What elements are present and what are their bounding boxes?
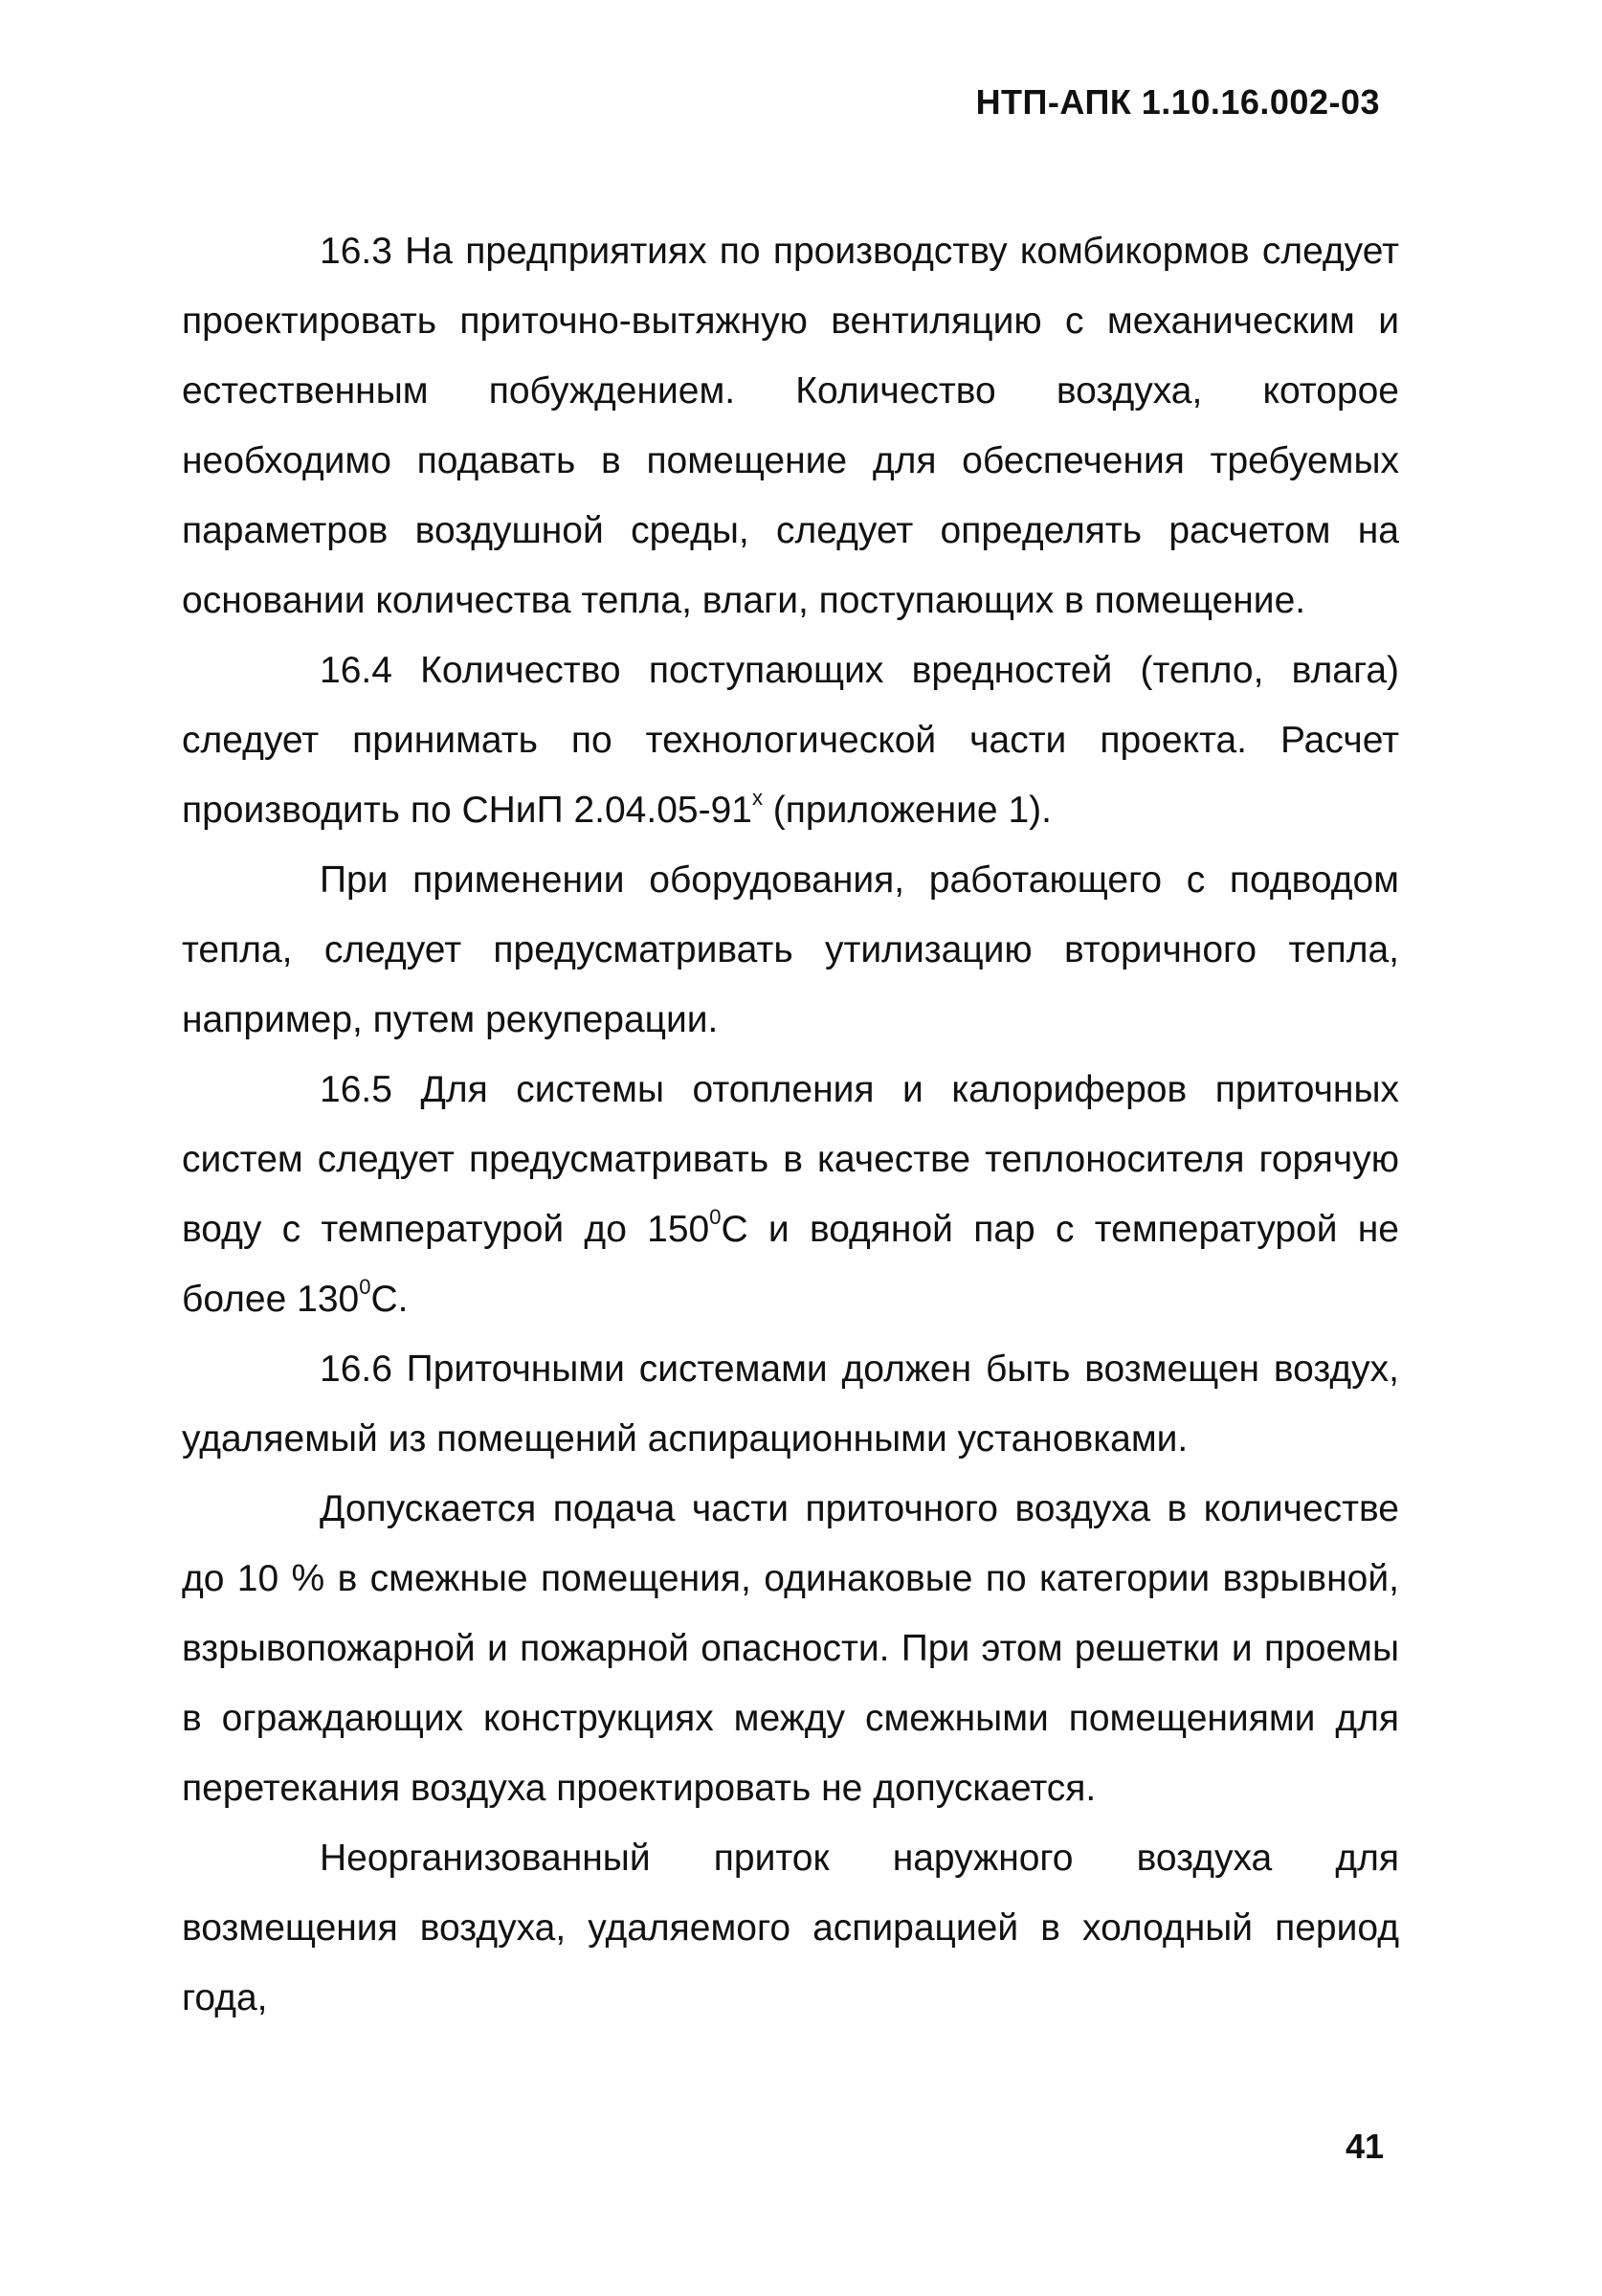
paragraph-heat-recovery: При применении оборудования, работающего с подводом тепла, следует предусматривать утилизацию вторичного тепла, например, путем рекуперации. <box>182 859 1399 1040</box>
paragraph-unorganized-inflow: Неорганизованный приток наружного воздуха для возмещения воздуха, удаляемого аспирацией в холодный период года, <box>182 1838 1399 2018</box>
paragraph-adjacent-rooms: Допускается подача части приточного воздуха в количестве до 10 % в смежные помещения, одинаковые по категории взрывной, взрывопожарной и пожарной опасности. При этом решетки и проемы в ограждающих конструкциях между смежными помещениями для перетекания воздуха проектировать не допускается. <box>182 1488 1399 1809</box>
page-number: 41 <box>1345 2127 1384 2166</box>
paragraph-16-5-text-b: С и водяной пар с температурой не более 130 <box>182 1209 1399 1320</box>
document-code-header: НТП-АПК 1.10.16.002-03 <box>975 82 1380 122</box>
paragraph-16-5-text-a: 16.5 Для системы отопления и калориферов приточных систем следует предусматривать в качестве теплоносителя горячую воду с температурой до 150 <box>182 1069 1399 1250</box>
document-body <box>182 216 1399 2033</box>
superscript-x: x <box>751 786 763 810</box>
paragraph-16-6: 16.6 Приточными системами должен быть возмещен воздух, удаляемый из помещений аспирационными установками. <box>182 1349 1399 1460</box>
paragraph-16-4 <box>182 635 1399 845</box>
paragraph-16-4-text: 16.4 Количество поступающих вредностей (тепло, влага) следует принимать по технологической части проекта. Расчет производить по СНиП 2.04.05-91 <box>182 650 1399 831</box>
degree-superscript: 0 <box>359 1275 371 1299</box>
paragraph-16-3: 16.3 На предприятиях по производству комбикормов следует проектировать приточно-вытяжную вентиляцию с механическим и естественным побуждением. Количество воздуха, которое необходимо подавать в помещение для обеспечения требуемых параметров воздушной среды, следует определять расчетом на основании количества тепла, влаги, поступающих в помещение. <box>182 231 1399 621</box>
degree-superscript: 0 <box>709 1205 722 1229</box>
paragraph-16-5-text-c: С. <box>370 1279 409 1320</box>
paragraph-16-4-tail: (приложение 1). <box>762 790 1052 831</box>
paragraph-16-5 <box>182 1055 1399 1334</box>
